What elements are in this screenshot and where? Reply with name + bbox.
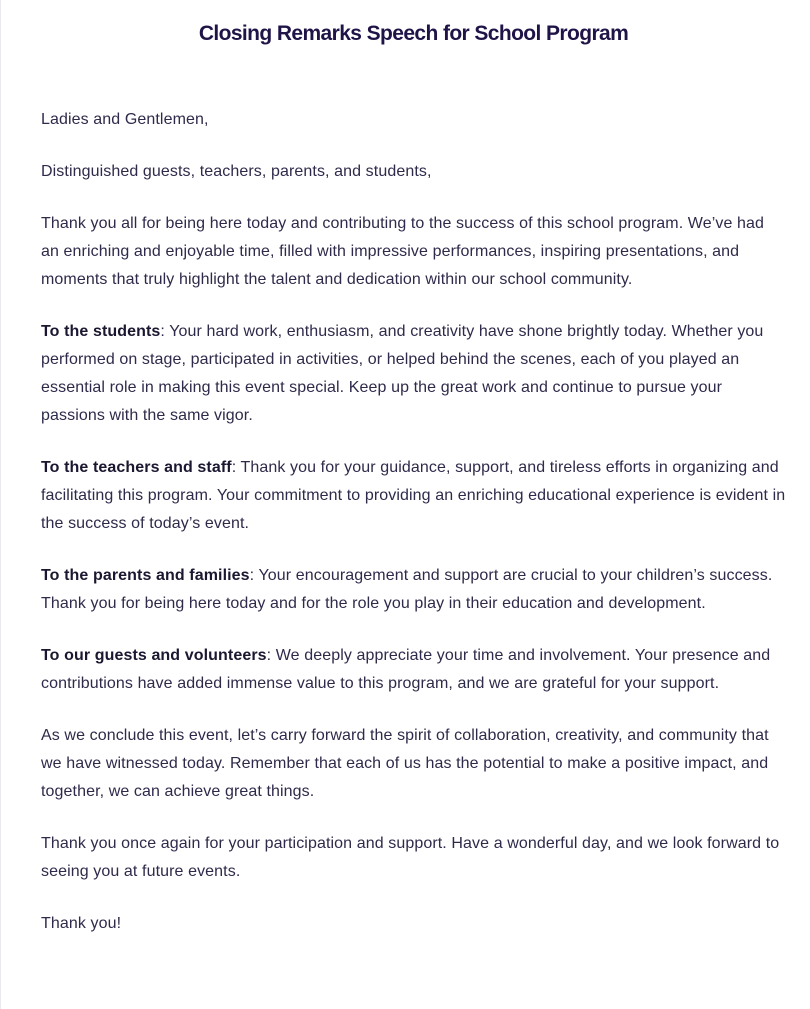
section-guests (41, 642, 786, 698)
thanks-paragraph: Thank you once again for your participation and support. Have a wonderful day, and we look forward to seeing you at future events. (41, 835, 780, 880)
section-students-heading: To the students (41, 323, 161, 340)
closing-line: Thank you! (41, 915, 122, 932)
greeting: Distinguished guests, teachers, parents, and students, (41, 163, 432, 180)
section-parents-heading: To the parents and families (41, 567, 250, 584)
section-parents-text: : Your encouragement and support are crucial to your children’s success. Thank you for being here today and for the role you play in their education and development. (41, 567, 773, 612)
section-students (41, 318, 786, 430)
intro-paragraph: Thank you all for being here today and contributing to the success of this school program. We’ve had an enriching and enjoyable time, filled with impressive performances, inspiring presentations, and moments that truly highlight the talent and dedication within our school community. (41, 215, 764, 288)
page-left-border (0, 0, 1, 1009)
section-teachers (41, 454, 786, 538)
section-parents (41, 562, 786, 618)
section-guests-text: : We deeply appreciate your time and involvement. Your presence and contributions have added immense value to this program, and we are grateful for your support. (41, 647, 771, 692)
section-teachers-heading: To the teachers and staff (41, 459, 232, 476)
section-teachers-text: : Thank you for your guidance, support, and tireless efforts in organizing and facilitating this program. Your commitment to providing an enriching educational experience is evident in the success of today’s event. (41, 459, 786, 532)
salutation: Ladies and Gentlemen, (41, 111, 209, 128)
page-title: Closing Remarks Speech for School Program (198, 22, 629, 45)
speech-document (41, 0, 786, 962)
conclusion-paragraph: As we conclude this event, let’s carry forward the spirit of collaboration, creativity, and community that we have witnessed today. Remember that each of us has the potential to make a positive impact, and together, we can achieve great things. (41, 727, 769, 800)
section-guests-heading: To our guests and volunteers (41, 647, 267, 664)
section-students-text: : Your hard work, enthusiasm, and creativity have shone brightly today. Whether you performed on stage, participated in activities, or helped behind the scenes, each of you played an essential role in making this event special. Keep up the great work and continue to pursue your passions with the same vigor. (41, 323, 764, 424)
speech-body (41, 106, 786, 938)
